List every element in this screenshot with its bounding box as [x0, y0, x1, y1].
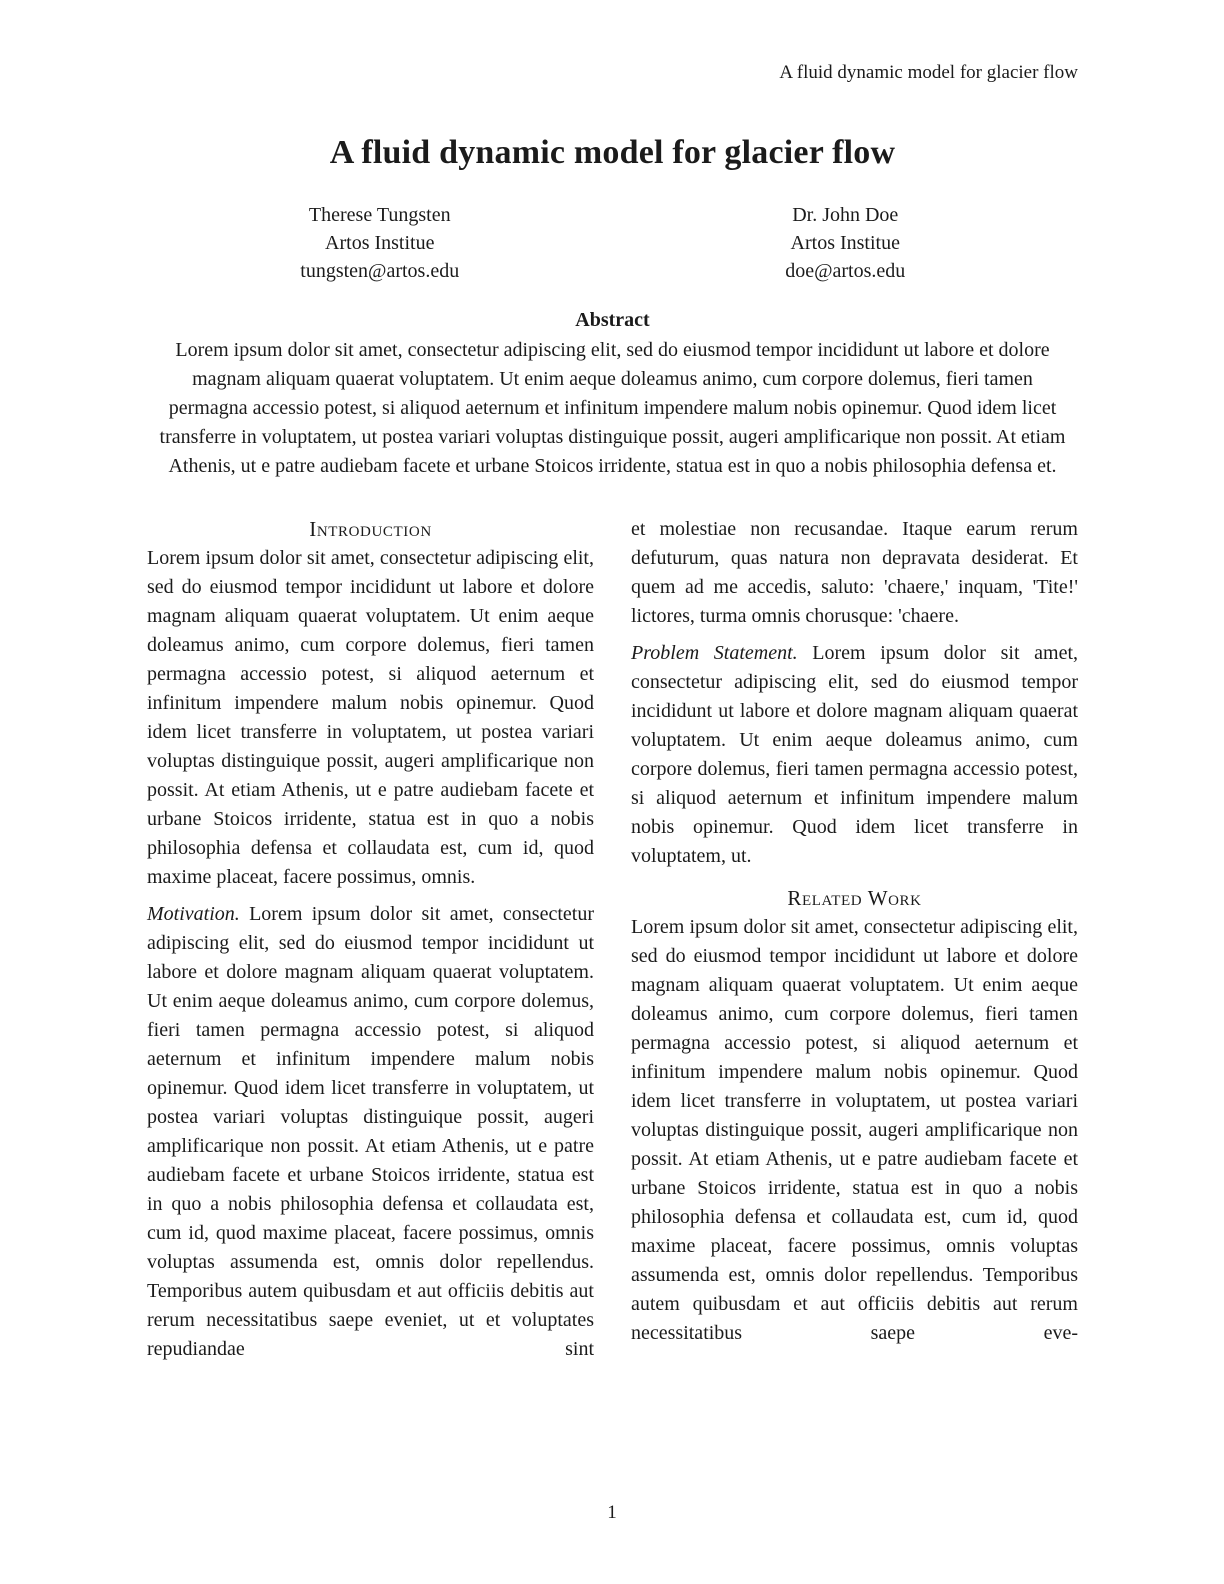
motivation-runin-label: Motivation. [147, 903, 240, 925]
section-heading-introduction: Introduction [309, 517, 432, 541]
related-work-paragraph: Lorem ipsum dolor sit amet, consectetur adipiscing elit, sed do eiusmod tempor incididunt ut labore et dolore magnam aliquam quaerat voluptatem. Ut enim aeque doleamus animo, cum corpore dolemus, fieri tamen permagna accessio potest, si aliquod aeternum et infinitum impendere malum nobis opinemur. Quod idem licet transferre in voluptatem, ut postea variari voluptas distinguique possit, augeri amplificarique non possit. At etiam Athenis, ut e patre audiebam facete et urbane Stoicos irridente, statua est in quo a nobis philosophia defensa et collaudata est, cum id, quod maxime placeat, facere possimus, omnis voluptas assumenda est, omnis dolor repellendus. Temporibus autem quibusdam et aut officiis debitis aut rerum necessitatibus saepe eve- [631, 916, 1078, 1344]
running-header: A fluid dynamic model for glacier flow [779, 62, 1078, 83]
motivation-paragraph-text: Lorem ipsum dolor sit amet, consectetur adipiscing elit, sed do eiusmod tempor incididunt ut labore et dolore magnam aliquam quaerat voluptatem. Ut enim aeque doleamus animo, cum corpore dolemus, fieri tamen permagna accessio potest, si aliquod aeternum et infinitum impendere malum nobis opinemur. Quod idem licet transferre in voluptatem, ut postea variari voluptas distinguique possit, augeri amplificarique non possit. At etiam Athenis, ut e patre audiebam facete et urbane Stoicos irridente, statua est in quo a nobis philosophia defensa et collaudata est, cum id, quod maxime placeat, facere possimus, omnis voluptas assumenda est, omnis dolor repellendus. Temporibus autem quibusdam et aut officiis debitis aut rerum necessitatibus saepe eveniet, ut et voluptates repudiandae sint [147, 903, 594, 1360]
left-column [147, 515, 594, 1364]
author-1-email: tungsten@artos.edu [300, 260, 460, 282]
author-2 [613, 201, 1079, 285]
author-2-affiliation: Artos Institue [790, 232, 900, 254]
problem-statement-runin-label: Problem Statement. [631, 642, 798, 664]
problem-statement-paragraph [631, 639, 1078, 871]
introduction-continuation-paragraph: et molestiae non recusandae. Itaque earum rerum defuturum, quas natura non depravata desiderat. Et quem ad me accedis, saluto: 'chaere,' inquam, 'Tite!' lictores, turma omnis chorusque: 'chaere. [631, 518, 1078, 627]
author-2-email: doe@artos.edu [785, 260, 906, 282]
introduction-paragraph: Lorem ipsum dolor sit amet, consectetur adipiscing elit, sed do eiusmod tempor incididunt ut labore et dolore magnam aliquam quaerat voluptatem. Ut enim aeque doleamus animo, cum corpore dolemus, fieri tamen permagna accessio potest, si aliquod aeternum et infinitum impendere malum nobis opinemur. Quod idem licet transferre in voluptatem, ut postea variari voluptas distinguique possit, augeri amplificarique non possit. At etiam Athenis, ut e patre audiebam facete et urbane Stoicos irridente, statua est in quo a nobis philosophia defensa et collaudata est, cum id, quod maxime placeat, facere possimus, omnis. [147, 547, 594, 888]
author-1 [147, 201, 613, 285]
author-block [147, 201, 1078, 285]
motivation-paragraph [147, 900, 594, 1364]
author-1-name: Therese Tungsten [308, 204, 451, 226]
author-1-affiliation: Artos Institue [325, 232, 435, 254]
abstract-heading: Abstract [575, 309, 650, 331]
problem-statement-paragraph-text: Lorem ipsum dolor sit amet, consectetur adipiscing elit, sed do eiusmod tempor incididunt ut labore et dolore magnam aliquam quaerat voluptatem. Ut enim aeque doleamus animo, cum corpore dolemus, fieri tamen permagna accessio potest, si aliquod aeternum et infinitum impendere malum nobis opinemur. Quod idem licet transferre in voluptatem, ut. [631, 642, 1078, 867]
page-content [147, 0, 1078, 1364]
section-heading-related-work: Related Work [787, 886, 922, 910]
right-column [631, 515, 1078, 1364]
two-column-body [147, 515, 1078, 1364]
abstract-text: Lorem ipsum dolor sit amet, consectetur adipiscing elit, sed do eiusmod tempor incididunt ut labore et dolore magnam aliquam quaerat voluptatem. Ut enim aeque doleamus animo, cum corpore dolemus, fieri tamen permagna accessio potest, si aliquod aeternum et infinitum impendere malum nobis opinemur. Quod idem licet transferre in voluptatem, ut postea variari voluptas distinguique possit, augeri amplificarique non possit. At etiam Athenis, ut e patre audiebam facete et urbane Stoicos irridente, statua est in quo a nobis philosophia defensa et. [159, 339, 1066, 477]
paper-title: A fluid dynamic model for glacier flow [329, 134, 896, 171]
page-number: 1 [607, 1502, 617, 1523]
author-2-name: Dr. John Doe [792, 204, 899, 226]
